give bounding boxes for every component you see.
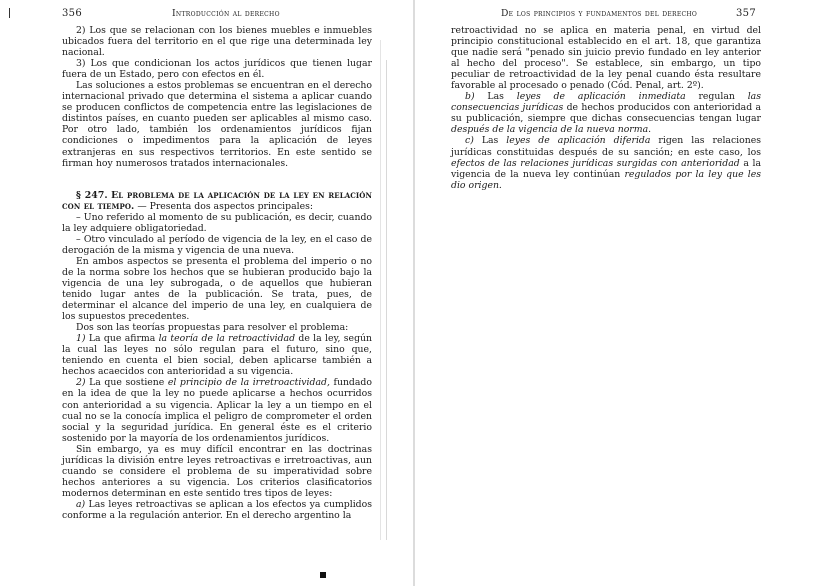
item-text: de hechos producidos con anterioridad a su publicación, siempre que dichas consecuencias tengan lugar (451, 102, 761, 125)
section-lead: — Presenta dos aspectos principales: (134, 200, 313, 212)
item-text: Las (474, 91, 517, 103)
item-term: después de la vigencia de la nueva norma. (451, 124, 652, 136)
running-title: De los principios y fundamentos del derecho (501, 8, 698, 19)
theory-text: fundado en la idea de que la ley no puede aplicarse a hechos ocurridos con anterioridad a su vigencia. Aplicar la ley a un tiempo en el cual no se la conocía implica el peligro de comprometer el orden social y la seguridad jurídica. En general éste es el criterio sostenido por la mayoría de los ordenamientos jurídicos. (62, 377, 372, 444)
section-heading (62, 190, 372, 212)
item-term: las consecuencias jurídicas (451, 91, 761, 114)
scan-artifact (380, 40, 381, 540)
item-term: leyes de aplicación diferida (506, 135, 651, 147)
paragraph: 3) Los que condicionan los actos jurídicos que tienen lugar fuera de un Estado, pero con efectos en él. (62, 58, 372, 81)
theory-number: 1) (76, 333, 86, 345)
theory-text: La que afirma (85, 333, 159, 345)
paragraph: retroactividad no se aplica en materia penal, en virtud del principio constitucional establecido en el art. 18, que garantiza que nadie será "penado sin juicio previo fundado en ley anterior al hecho del proceso". Se establece, sin embargo, un tipo peculiar de retroactividad de la ley penal cuando ésta resultare favorable al procesado o penado (Cód. Penal, art. 2º). (451, 25, 761, 92)
scan-dot (320, 572, 326, 578)
scan-mark (9, 8, 10, 18)
item-text: Las leyes retroactivas se aplican a los efectos ya cumplidos conforme a la regulación anterior. En el derecho argentino la (62, 498, 372, 521)
item-text: Las (473, 135, 507, 147)
theory-term: la teoría de la retroactividad (158, 333, 296, 345)
aspect-item: – Uno referido al momento de su publicación, es decir, cuando la ley adquiere obligatoriedad. (62, 211, 372, 234)
paragraph: En ambos aspectos se presenta el problema del imperio o no de la norma sobre los hechos que se hubieran producido bajo la vigencia de una ley subrogada, o de aquellos que hubieran tenido lugar antes de la publicación. Se trata, pues, de determinar el alcance del imperio de una ley, en cualquiera de los supuestos precedentes. (62, 255, 372, 323)
aspect-item: – Otro vinculado al período de vigencia de la ley, en el caso de derogación de la misma y vigencia de una nueva. (62, 233, 372, 256)
section-title: El problema de la aplicación de la ley en relación con el tiempo. (62, 189, 372, 212)
theory-number: 2) (76, 377, 86, 389)
item-text: regulan (685, 91, 748, 103)
left-page-body (62, 25, 372, 521)
item-label: b) (465, 91, 475, 103)
theory-item (62, 333, 372, 377)
section-number: § 247. (76, 189, 108, 201)
item-term: leyes de aplicación inmediata (516, 91, 686, 103)
item-text: rigen las relaciones jurídicas constituidas después de su sanción; en este caso, los (451, 135, 761, 158)
list-item (451, 91, 761, 135)
theory-term: el principio de la irretroactividad, (167, 377, 330, 389)
right-page-body (451, 25, 761, 191)
list-item (62, 499, 372, 521)
item-label: a) (76, 498, 86, 510)
item-text: a la vigencia de la nueva ley continúan (451, 157, 761, 180)
right-page (414, 0, 828, 586)
paragraph: 2) Los que se relacionan con los bienes muebles e inmuebles ubicados fuera del territorio en el que rige una determinada ley nacional. (62, 25, 372, 59)
item-label: c) (465, 135, 474, 147)
paragraph: Las soluciones a estos problemas se encuentran en el derecho internacional privado que determina el sistema a aplicar cuando se producen conflictos de competencia entre las legislaciones de distintos países, en cuanto pueden ser aplicables al mismo caso. Por otro lado, también los ordenamientos jurídicos fijan condiciones o impedimentos para la aplicación de leyes extranjeras en sus respectivos territorios. En este sentido se firman hoy numerosos tratados internacionales. (62, 80, 372, 169)
theory-text: La que sostiene (85, 377, 168, 389)
theory-item (62, 377, 372, 443)
page-number: 357 (736, 8, 756, 19)
list-item (451, 135, 761, 190)
item-term: regulados por la ley que les dio origen. (451, 168, 761, 191)
page-number: 356 (62, 8, 82, 19)
theory-text: de la ley, según la cual las leyes no sólo regulan para el futuro, sino que, teniendo en cuenta el bien social, deben aplicarse también a hechos acaecidos con anterioridad a su vigencia. (62, 333, 372, 378)
item-term: efectos de las relaciones jurídicas surgidas con anterioridad (451, 157, 740, 169)
paragraph: Sin embargo, ya es muy difícil encontrar en las doctrinas jurídicas la división entre leyes retroactivas e irretroactivas, aun cuando se considere el problema de su imperatividad sobre hechos anteriores a su vigencia. Los criterios clasificatorios modernos determinan en este sentido tres tipos de leyes: (62, 443, 372, 499)
running-title: Introducción al derecho (172, 8, 280, 19)
paragraph: Dos son las teorías propuestas para resolver el problema: (76, 322, 349, 334)
scan-artifact (386, 60, 387, 540)
